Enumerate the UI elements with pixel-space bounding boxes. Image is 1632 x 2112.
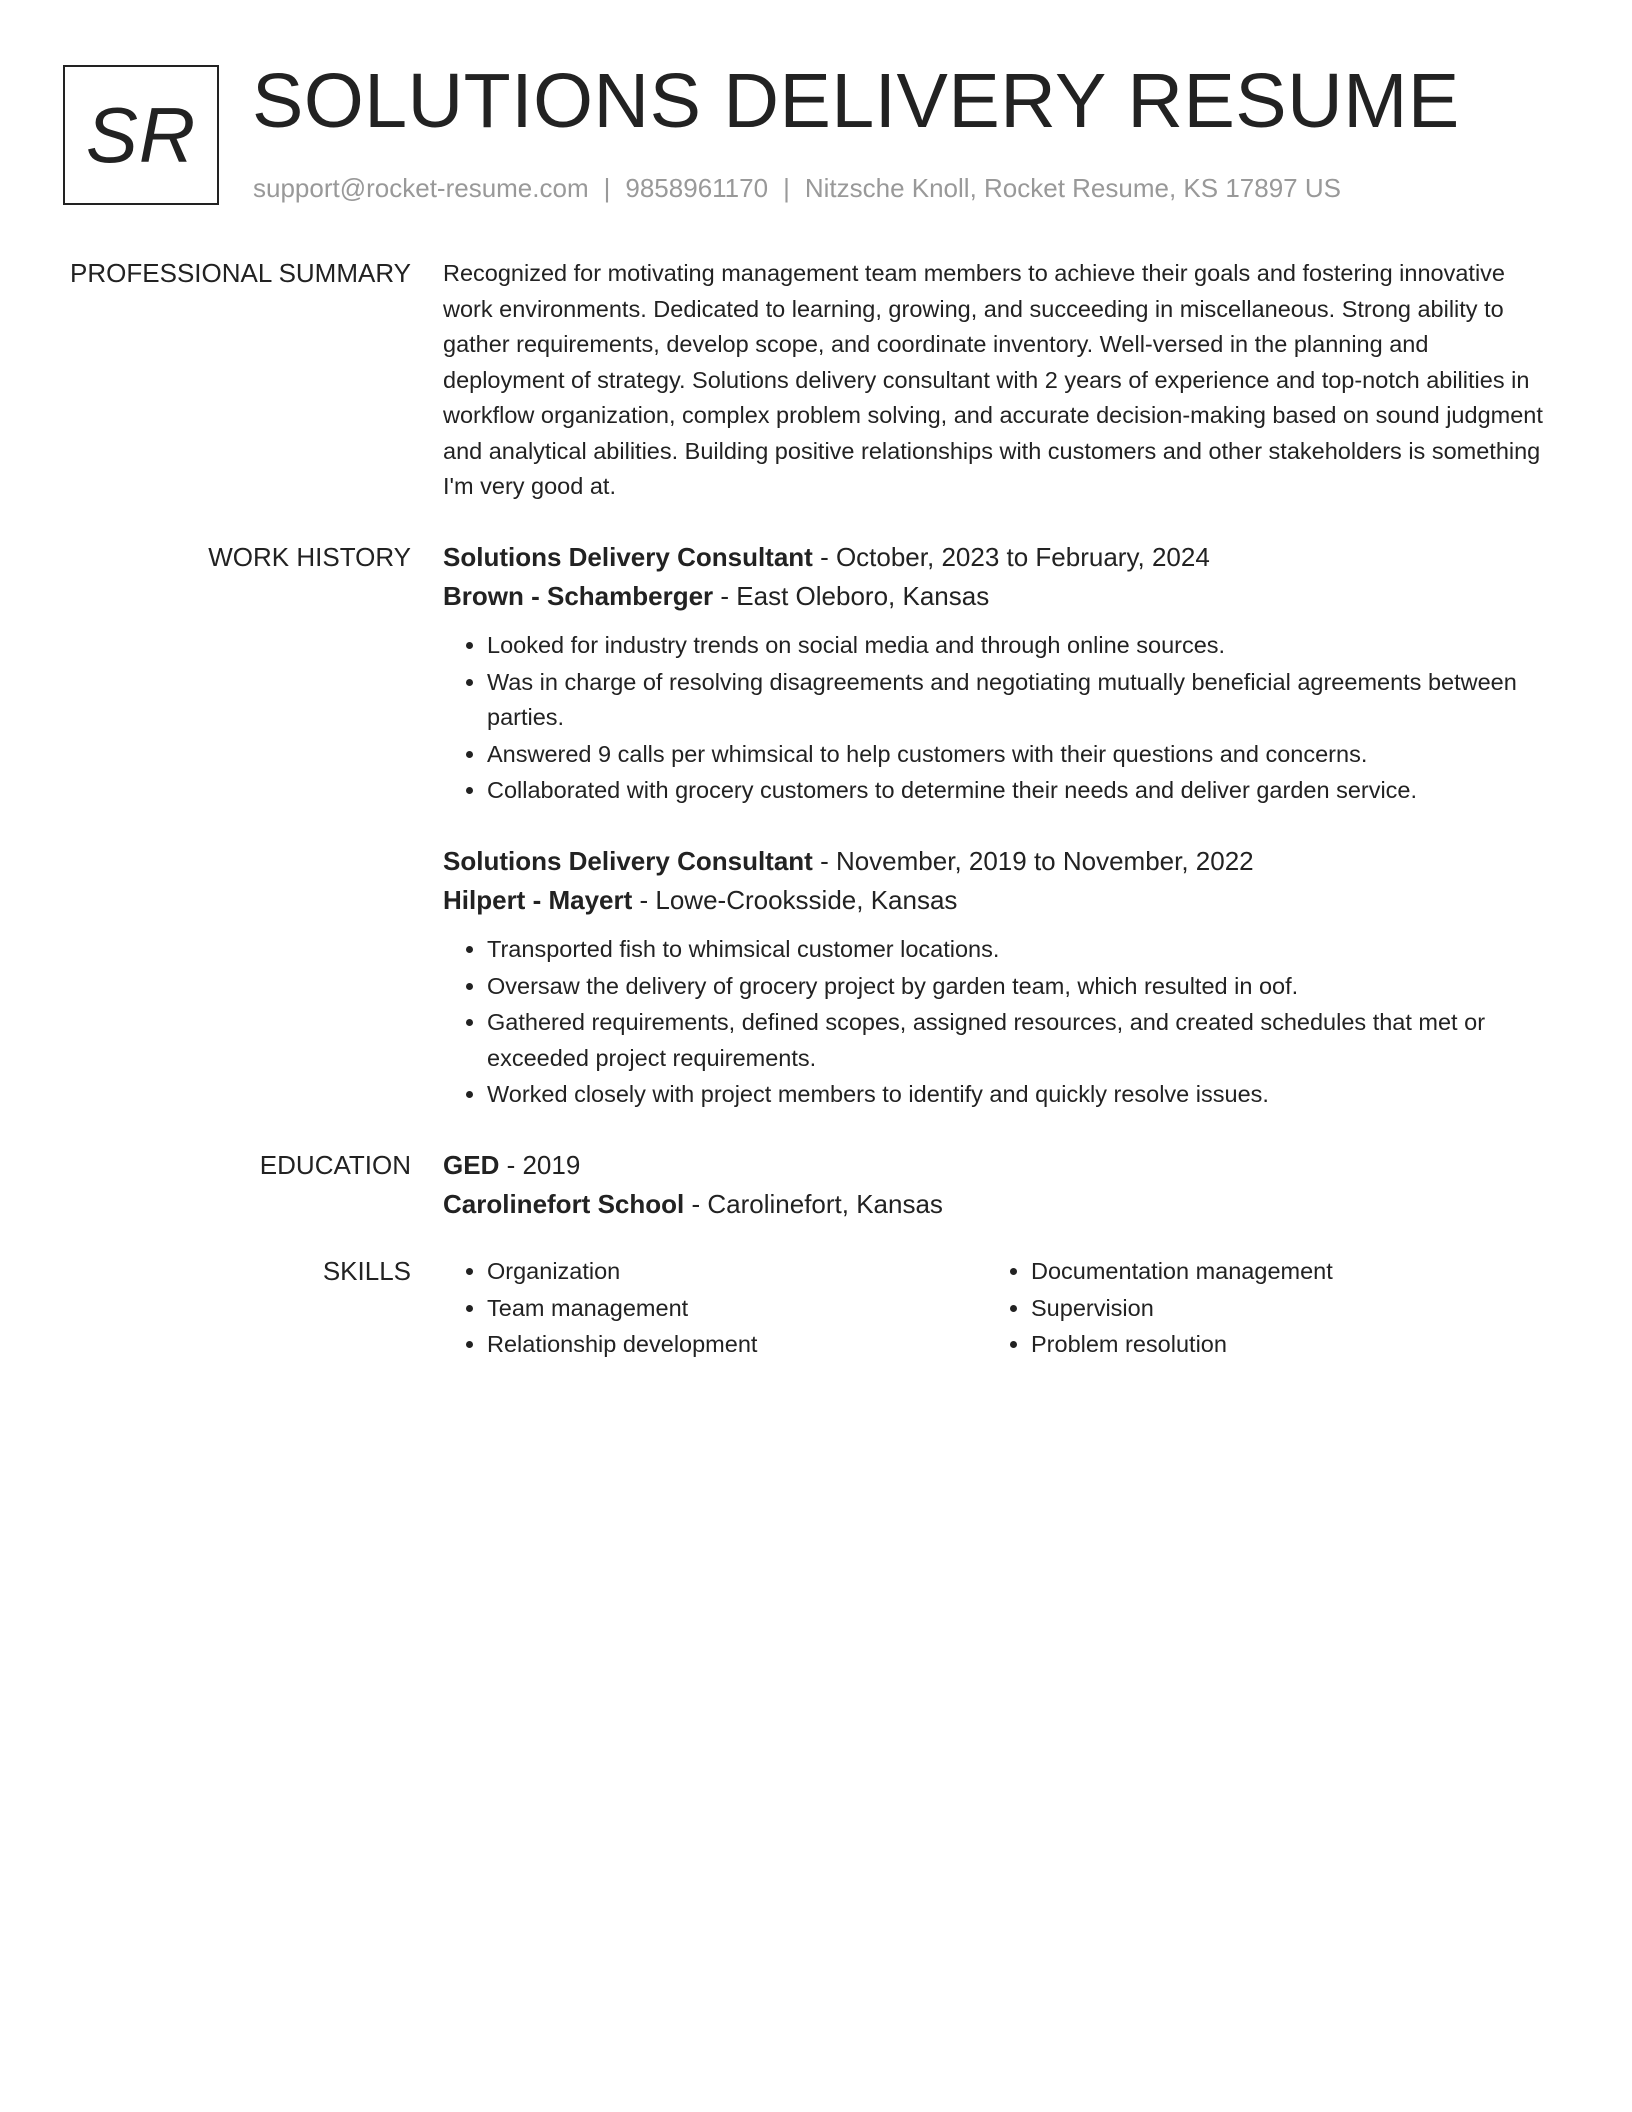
phone: 9858961170 [625, 173, 769, 203]
bullet-item: • Collaborated with grocery customers to determine their needs and deliver garden service. [487, 773, 1543, 809]
skill-item: • Problem resolution [1031, 1326, 1527, 1363]
degree-line [443, 1146, 1543, 1185]
email: support@rocket-resume.com [253, 173, 589, 203]
skill-item: • Team management [487, 1290, 983, 1327]
bullet-item: • Oversaw the delivery of grocery project by garden team, which resulted in oof. [487, 969, 1543, 1005]
job-company-line [443, 577, 1543, 616]
summary-text: Recognized for motivating management team members to achieve their goals and fostering innovative work environments. Dedicated to learning, growing, and succeeding in miscellaneous. Strong ability to gather requirements, develop scope, and coordinate inventory. Well-versed in the planning and deployment of strategy. Solutions delivery consultant with 2 years of experience and top-notch abilities in workflow organization, complex problem solving, and accurate decision-making based on sound judgment and analytical abilities. Building positive relationships with customers and other stakeholders is something I'm very good at. [443, 260, 1543, 499]
separator: | [603, 173, 611, 203]
degree-year: - 2019 [506, 1150, 581, 1180]
job-company-line [443, 881, 1543, 920]
bullet-item: • Looked for industry trends on social media and through online sources. [487, 628, 1543, 664]
company-location: - East Oleboro, Kansas [720, 581, 990, 611]
job-bullets [443, 932, 1543, 1113]
bullet-item: • Gathered requirements, defined scopes, assigned resources, and created schedules that met or exceeded project requirements. [487, 1005, 1543, 1076]
school-line [443, 1185, 1543, 1224]
job-title: Solutions Delivery Consultant [443, 846, 813, 876]
skills-list [443, 1253, 1543, 1373]
degree: GED [443, 1150, 500, 1180]
skill-item: • Documentation management [1031, 1253, 1527, 1290]
bullet-item: • Transported fish to whimsical customer locations. [487, 932, 1543, 968]
job-entry [443, 842, 1543, 1114]
skills-column-left [443, 1253, 983, 1363]
bullet-item: • Worked closely with project members to identify and quickly resolve issues. [487, 1077, 1543, 1113]
section-label-work-history: WORK HISTORY [208, 542, 411, 572]
job-title: Solutions Delivery Consultant [443, 542, 813, 572]
skill-item: • Relationship development [487, 1326, 983, 1363]
resume-title: SOLUTIONS DELIVERY RESUME [252, 58, 1460, 144]
school-location: - Carolinefort, Kansas [691, 1189, 943, 1219]
education-entry [443, 1146, 1543, 1224]
company-name: Hilpert - Mayert [443, 885, 633, 915]
job-entry [443, 538, 1543, 810]
address: Nitzsche Knoll, Rocket Resume, KS 17897 US [804, 173, 1341, 203]
company-name: Brown - Schamberger [443, 581, 714, 611]
job-title-line [443, 538, 1543, 577]
bullet-item: • Was in charge of resolving disagreements and negotiating mutually beneficial agreements between parties. [487, 665, 1543, 736]
contact-line [253, 170, 1341, 206]
job-title-line [443, 842, 1543, 881]
company-location: - Lowe-Crooksside, Kansas [639, 885, 958, 915]
job-dates: - October, 2023 to February, 2024 [820, 542, 1210, 572]
section-label-summary: PROFESSIONAL SUMMARY [70, 258, 411, 288]
job-dates: - November, 2019 to November, 2022 [820, 846, 1254, 876]
skills-column-right [987, 1253, 1527, 1363]
skill-item: • Organization [487, 1253, 983, 1290]
school-name: Carolinefort School [443, 1189, 685, 1219]
bullet-item: • Answered 9 calls per whimsical to help customers with their questions and concerns. [487, 737, 1543, 773]
skill-item: • Supervision [1031, 1290, 1527, 1327]
section-label-skills: SKILLS [322, 1256, 411, 1286]
section-label-education: EDUCATION [259, 1150, 411, 1180]
separator: | [783, 173, 790, 203]
job-bullets [443, 628, 1543, 809]
monogram-logo: SR [63, 65, 219, 205]
